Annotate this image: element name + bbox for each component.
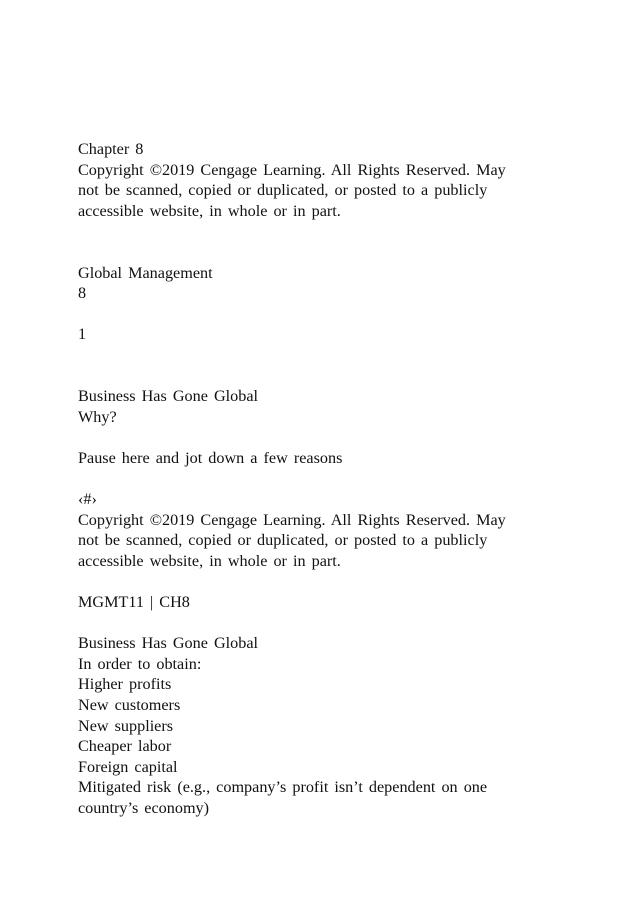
copyright-line-2: not be scanned, copied or duplicated, or posted to a publicly xyxy=(78,531,488,550)
blank-line xyxy=(78,571,598,592)
blank-line xyxy=(78,613,598,634)
section-heading: Business Has Gone Global xyxy=(78,634,258,653)
document-page xyxy=(78,139,598,819)
blank-line xyxy=(78,469,598,490)
blank-line xyxy=(78,242,598,263)
blank-line xyxy=(78,366,598,387)
list-item: Cheaper labor xyxy=(78,737,172,756)
course-code: MGMT11 | CH8 xyxy=(78,593,190,612)
copyright-line-1: Copyright ©2019 Cengage Learning. All Rights Reserved. May xyxy=(78,160,506,179)
list-item: New customers xyxy=(78,696,181,715)
chapter-heading: Chapter 8 xyxy=(78,140,144,158)
chapter-number: 8 xyxy=(78,284,87,303)
list-item: New suppliers xyxy=(78,716,174,735)
copyright-line-1: Copyright ©2019 Cengage Learning. All Rights Reserved. May xyxy=(78,510,506,529)
list-item: Mitigated risk (e.g., company’s profit isn’t dependent on one xyxy=(78,778,488,797)
blank-line xyxy=(78,345,598,366)
copyright-line-3: accessible website, in whole or in part. xyxy=(78,551,341,570)
blank-line xyxy=(78,427,598,448)
chapter-title: Global Management xyxy=(78,263,213,282)
question-text: Why? xyxy=(78,407,117,426)
list-item: Foreign capital xyxy=(78,757,178,776)
copyright-line-3: accessible website, in whole or in part. xyxy=(78,201,341,220)
blank-line xyxy=(78,304,598,325)
list-item: Higher profits xyxy=(78,675,172,694)
slide-number: 1 xyxy=(78,325,87,344)
section-heading: Business Has Gone Global xyxy=(78,387,258,406)
list-intro: In order to obtain: xyxy=(78,654,202,673)
blank-line xyxy=(78,221,598,242)
slide-number-placeholder: ‹#› xyxy=(78,490,97,509)
prompt-text: Pause here and jot down a few reasons xyxy=(78,448,343,467)
list-item-continued: country’s economy) xyxy=(78,799,210,817)
copyright-line-2: not be scanned, copied or duplicated, or posted to a publicly xyxy=(78,181,488,200)
